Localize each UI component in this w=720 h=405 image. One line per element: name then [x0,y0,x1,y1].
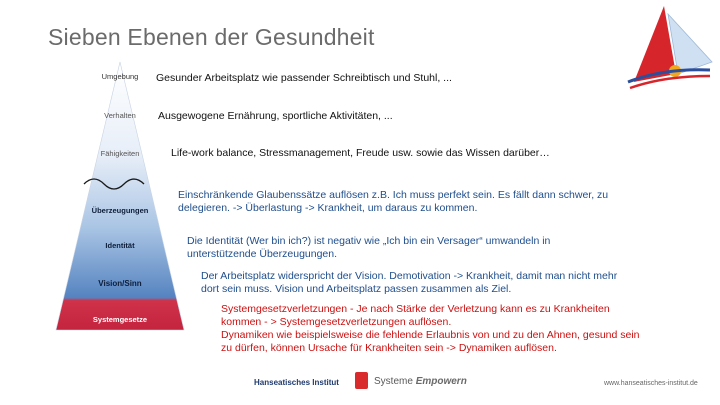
pyramid-shape [56,62,184,330]
desc-line: Einschränkende Glaubenssätze auflösen z.B. Ich muss perfekt sein. Es fällt dann schwer, zu [178,189,609,201]
footer-institute: Hanseatisches Institut [254,378,339,387]
desc-faehigkeiten [171,147,550,160]
desc-vision-sinn [201,270,617,296]
level-systemgesetze: Systemgesetze [92,315,148,324]
desc-ueberzeugungen [178,189,608,215]
desc-line: Ausgewogene Ernährung, sportliche Aktivitäten, ... [158,110,393,122]
footer-url: www.hanseatisches-institut.de [604,380,698,387]
level-umgebung: Umgebung [101,72,139,81]
desc-line: Gesunder Arbeitsplatz wie passender Schreibtisch und Stuhl, ... [156,72,452,84]
footer-systeme-empowern [374,376,467,387]
desc-line: delegieren. -> Überlastung -> Krankheit, um daraus zu kommen. [178,202,478,214]
level-identitaet: Identität [105,241,135,250]
desc-line: zu dürfen, können Ursache für Krankheiten sein -> Dynamiken auflösen. [221,342,557,354]
slide-title: Sieben Ebenen der Gesundheit [48,24,375,50]
desc-line: unterstützende Überzeugungen. [187,248,338,260]
desc-line: Der Arbeitsplatz widerspricht der Vision. Demotivation -> Krankheit, damit man nicht mehr [201,270,618,282]
desc-verhalten [158,110,393,123]
level-verhalten: Verhalten [104,111,136,120]
desc-identitaet [187,235,550,261]
level-faehigkeiten: Fähigkeiten [100,149,140,158]
level-vision-sinn: Vision/Sinn [98,279,142,288]
footer-systeme: Systeme [374,376,416,387]
desc-systemgesetze [221,303,640,355]
desc-line: kommen - > Systemgesetzverletzungen auflösen. [221,316,452,328]
footer-empowern: Empowern [415,376,467,387]
level-ueberzeugungen: Überzeugungen [91,206,149,215]
desc-line: Die Identität (Wer bin ich?) ist negativ wie „Ich bin ein Versager“ umwandeln in [187,235,551,247]
institute-badge-icon [355,372,368,389]
desc-line: dort sein muss. Vision und Arbeitsplatz passen zusammen als Ziel. [201,283,512,295]
desc-line: Life-work balance, Stressmanagement, Freude usw. sowie das Wissen darüber… [171,147,550,159]
desc-line: Systemgesetzverletzungen - Je nach Stärke der Verletzung kann es zu Krankheiten [221,303,610,315]
desc-umgebung [156,72,452,85]
desc-line: Dynamiken wie beispielsweise die fehlende Erlaubnis von und zu den Ahnen, gesund sein [221,329,640,341]
